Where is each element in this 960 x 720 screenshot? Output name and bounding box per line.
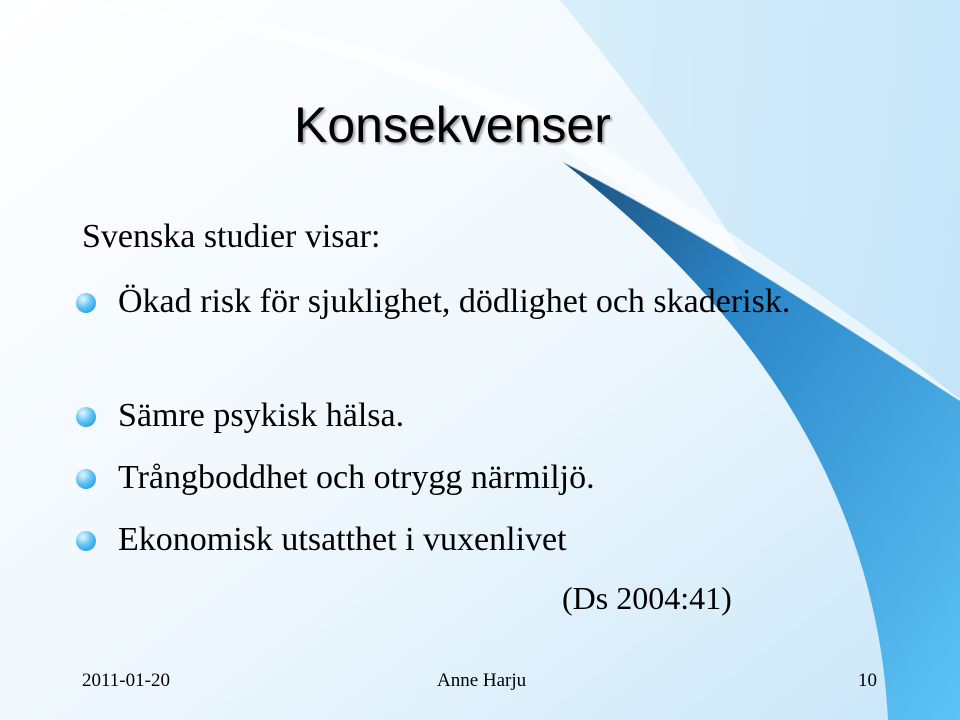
footer-author: Anne Harju (437, 670, 527, 691)
footer-page-number: 10 (858, 670, 877, 691)
bullet-dot-icon (76, 407, 96, 427)
bullet-dot-icon (76, 469, 96, 489)
source-reference: (Ds 2004:41) (562, 580, 732, 616)
bullet-dot-icon (76, 531, 96, 551)
bullet-text: Ökad risk för sjuklighet, dödlighet och skaderisk. (118, 283, 791, 320)
intro-text: Svenska studier visar: (82, 218, 381, 255)
bullet-item (76, 452, 595, 504)
bullet-text: Trångboddhet och otrygg närmiljö. (118, 459, 595, 496)
bullet-text: Ekonomisk utsatthet i vuxenlivet (118, 521, 567, 558)
bullet-item (76, 390, 404, 442)
footer-date: 2011-01-20 (82, 670, 170, 691)
bullet-item (76, 514, 567, 566)
slide-title: Konsekvenser (294, 97, 611, 153)
bullet-dot-icon (76, 293, 96, 313)
bullet-item (76, 276, 796, 328)
bullet-text: Sämre psykisk hälsa. (118, 397, 405, 434)
